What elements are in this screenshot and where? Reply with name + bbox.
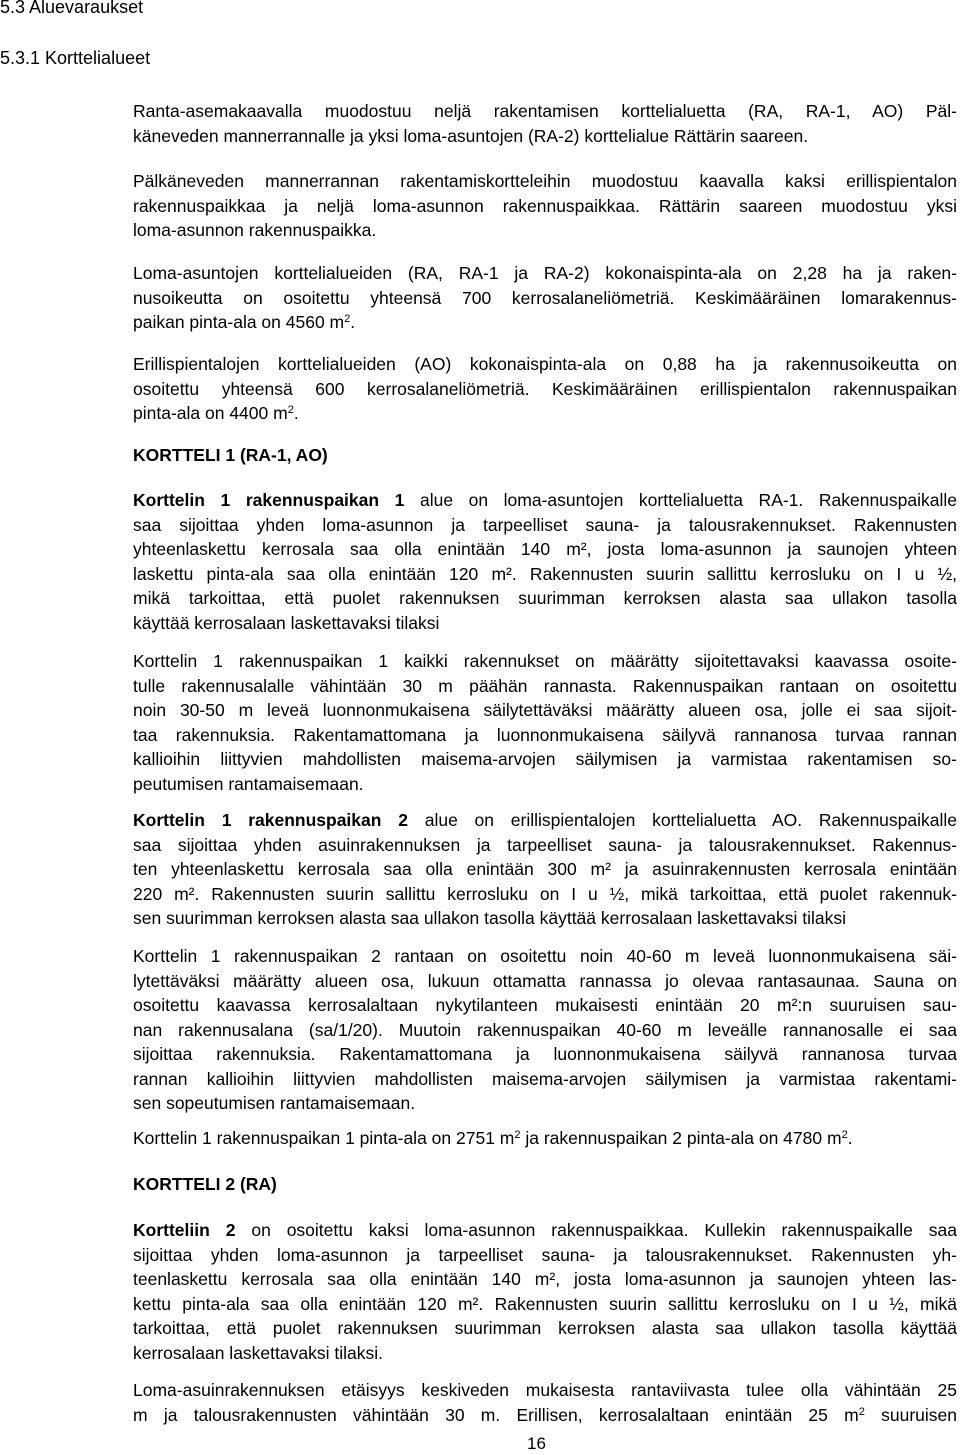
text-line: loma-asunnon rakennuspaikka. — [133, 220, 377, 240]
block-2-heading — [133, 1172, 957, 1197]
text-line — [133, 1126, 957, 1151]
text-line: kettu pinta-ala saa olla enintään 120 m². Rakennusten suurin sallittu kerrosluku on I u ½, mikä — [133, 1293, 957, 1314]
text-line: nan rakennusalana (sa/1/20). Muutoin rakennuspaikan 40-60 m leveälle rannanosalle ei saa — [133, 1019, 957, 1040]
text-line: osoitettu yhteensä 600 kerrosalaneliömetriä. Keskimääräinen erillispientalon rakennuspaikan — [133, 378, 957, 399]
superscript: 2 — [514, 1128, 521, 1141]
text-run: . — [293, 403, 299, 423]
text-line: rannan kallioihin liittyvien mahdollisten maisema-arvojen säilymisen ja varmistaa rakentami- — [133, 1068, 957, 1089]
superscript: 2 — [841, 1128, 848, 1141]
bold-term: Korttelin 1 rakennuspaikan 1 — [133, 490, 405, 510]
text-line: peutumisen rantamaisemaan. — [133, 773, 364, 794]
text-line: saa sijoittaa yhden asuinrakennuksen ja tarpeelliset sauna- ja talousrakennukset. Rakennus- — [133, 834, 957, 855]
bold-term: Korttelin 1 rakennuspaikan 2 — [133, 810, 408, 830]
text-run: ja rakennuspaikan 2 pinta-ala on 4780 m — [520, 1128, 842, 1148]
text-run: m ja talousrakennusten vähintään 30 m. Erillisen, kerrosalaltaan enintään 25 m — [133, 1404, 859, 1425]
text-line: kallioihin liittyvien mahdollisten maisema-arvojen säilymisen ja varmistaa rakentamisen so- — [133, 749, 957, 769]
text-run: paikan pinta-ala on 4560 m — [133, 312, 345, 332]
text-run: Korttelin 1 rakennuspaikan 1 pinta-ala on 2751 m — [133, 1128, 515, 1148]
text-line: mikä tarkoittaa, että puolet rakennuksen suurimman kerroksen alasta saa ullakon tasolla — [133, 588, 957, 608]
text-line: taa rakennuksia. Rakentamattomana ja luonnonmukaisena säilyvä rannanosa turvaa rannan — [133, 724, 957, 745]
text-line: yhteenlaskettu kerrosala saa olla enintään 140 m², josta loma-asunnon ja saunojen yhteen — [133, 539, 957, 559]
text-run: . — [847, 1128, 853, 1148]
superscript: 2 — [287, 403, 294, 416]
paragraph-building-sites — [133, 169, 957, 243]
text-run: alue on loma-asuntojen korttelialuetta RA-1. Rakennuspaikalle — [404, 490, 958, 510]
superscript: 2 — [858, 1405, 865, 1418]
text-line: sen suurimman kerroksen alasta saa ullakon tasolla käyttää kerrosalaan laskettavaksi tilaksi — [133, 908, 846, 928]
text-line — [133, 1218, 957, 1243]
text-line: lytettäväksi määrätty alueen osa, lukuun ottamatta rannassa jo olevaa rantasaunaa. Sauna on — [133, 970, 957, 991]
text-line: kerrosalaan laskettavaksi tilaksi. — [133, 1342, 383, 1363]
paragraph-site-1 — [133, 488, 957, 635]
text-line: teenlaskettu kerrosala saa olla enintään 140 m², josta loma-asunnon ja saunojen yhteen las- — [133, 1269, 957, 1289]
text-run: suuruisen — [864, 1404, 957, 1425]
text-line: Pälkäneveden mannerrannan rakentamiskortteleihin muodostuu kaavalla kaksi erillispientalon — [133, 171, 957, 191]
text-line — [133, 808, 957, 833]
block-title: KORTTELI 1 (RA-1, AO) — [133, 445, 328, 465]
text-run: alue on erillispientalojen korttelialuetta AO. Rakennuspaikalle — [407, 810, 958, 830]
bold-term: Kortteliin 2 — [133, 1220, 236, 1240]
text-line: sen sopeutumisen rantamaisemaan. — [133, 1093, 416, 1113]
text-line: Erillispientalojen korttelialueiden (AO) kokonaispinta-ala on 0,88 ha ja rakennusoikeutta on — [133, 354, 957, 374]
text-line: Loma-asuntojen korttelialueiden (RA, RA-1 ja RA-2) kokonaispinta-ala on 2,28 ha ja raken- — [133, 263, 957, 283]
text-line: tulle rakennusalalle vähintään 30 m päähän rannasta. Rakennuspaikan rantaan on osoitettu — [133, 675, 957, 696]
text-line: 220 m². Rakennusten suurin sallittu kerrosluku on I u ½, mikä tarkoittaa, että puolet rakennuk- — [133, 883, 957, 904]
text-line: sijoittaa rakennuksia. Rakentamattomana ja luonnonmukaisena säilyvä rannanosa turvaa — [133, 1044, 957, 1064]
text-line: saa sijoittaa yhden loma-asunnon ja tarpeelliset sauna- ja talousrakennukset. Rakennusten — [133, 514, 957, 535]
text-line — [133, 310, 957, 335]
paragraph-plan-overview — [133, 99, 957, 148]
page-number: 16 — [527, 1434, 546, 1453]
text-run: . — [350, 312, 356, 332]
text-line: käneveden mannerrannalle ja yksi loma-asuntojen (RA-2) korttelialue Rättärin saareen. — [133, 125, 809, 146]
subsection-heading: 5.3.1 Korttelialueet — [0, 48, 151, 68]
paragraph-block-2 — [133, 1218, 957, 1365]
paragraph-detached-areas — [133, 352, 957, 426]
text-line: nusoikeutta on osoitettu yhteensä 700 kerrosalaneliömetriä. Keskimääräinen lomarakennus- — [133, 287, 957, 308]
block-1-heading — [133, 443, 957, 468]
text-line — [133, 401, 957, 426]
text-line: osoitettu kaavassa kerrosalaltaan nykytilanteen mukaisesti enintään 20 m²:n suuruisen sau- — [133, 995, 957, 1015]
text-line: Loma-asuinrakennuksen etäisyys keskiveden mukaisesta rantaviivasta tulee olla vähintään 25 — [133, 1380, 957, 1400]
text-line: Korttelin 1 rakennuspaikan 1 kaikki rakennukset on määrätty sijoitettavaksi kaavassa osoite- — [133, 651, 957, 671]
text-run: pinta-ala on 4400 m — [133, 403, 288, 423]
paragraph-site-1-shore — [133, 649, 957, 796]
block-title: KORTTELI 2 (RA) — [133, 1174, 277, 1194]
text-line: tarkoittaa, että puolet rakennuksen suurimman kerroksen alasta saa ullakon tasolla käyttää — [133, 1318, 957, 1338]
text-line: sijoittaa yhden loma-asunnon ja tarpeelliset sauna- ja talousrakennukset. Rakennusten yh- — [133, 1244, 957, 1265]
text-line: rakennuspaikkaa ja neljä loma-asunnon rakennuspaikkaa. Rättärin saareen muodostuu yksi — [133, 195, 957, 216]
text-line — [133, 488, 957, 513]
superscript: 2 — [344, 312, 351, 325]
text-run: on osoitettu kaksi loma-asunnon rakennuspaikkaa. Kullekin rakennuspaikalle saa — [235, 1220, 957, 1240]
paragraph-setback-distances — [133, 1378, 957, 1427]
text-line: noin 30-50 m leveä luonnonmukaisena säilytettäväksi määrätty alueen osa, jolle ei saa sijoit- — [133, 700, 957, 720]
text-line: ten yhteenlaskettu kerrosala saa olla enintään 300 m² ja asuinrakennusten kerrosala enintään — [133, 859, 957, 879]
text-line: käyttää kerrosalaan laskettavaksi tilaksi — [133, 612, 440, 633]
paragraph-site-areas — [133, 1126, 957, 1151]
text-line: Ranta-asemakaavalla muodostuu neljä rakentamisen korttelialuetta (RA, RA-1, AO) Päl- — [133, 101, 957, 121]
paragraph-site-2 — [133, 808, 957, 931]
text-line: laskettu pinta-ala saa olla enintään 120 m². Rakennusten suurin sallittu kerrosluku on I u ½, — [133, 563, 957, 584]
paragraph-holiday-areas — [133, 261, 957, 335]
text-line — [133, 1403, 957, 1428]
text-line: Korttelin 1 rakennuspaikan 2 rantaan on osoitettu noin 40-60 m leveä luonnonmukaisena säi- — [133, 946, 957, 966]
section-heading: 5.3 Aluevaraukset — [0, 0, 144, 17]
paragraph-site-2-shore — [133, 944, 957, 1116]
